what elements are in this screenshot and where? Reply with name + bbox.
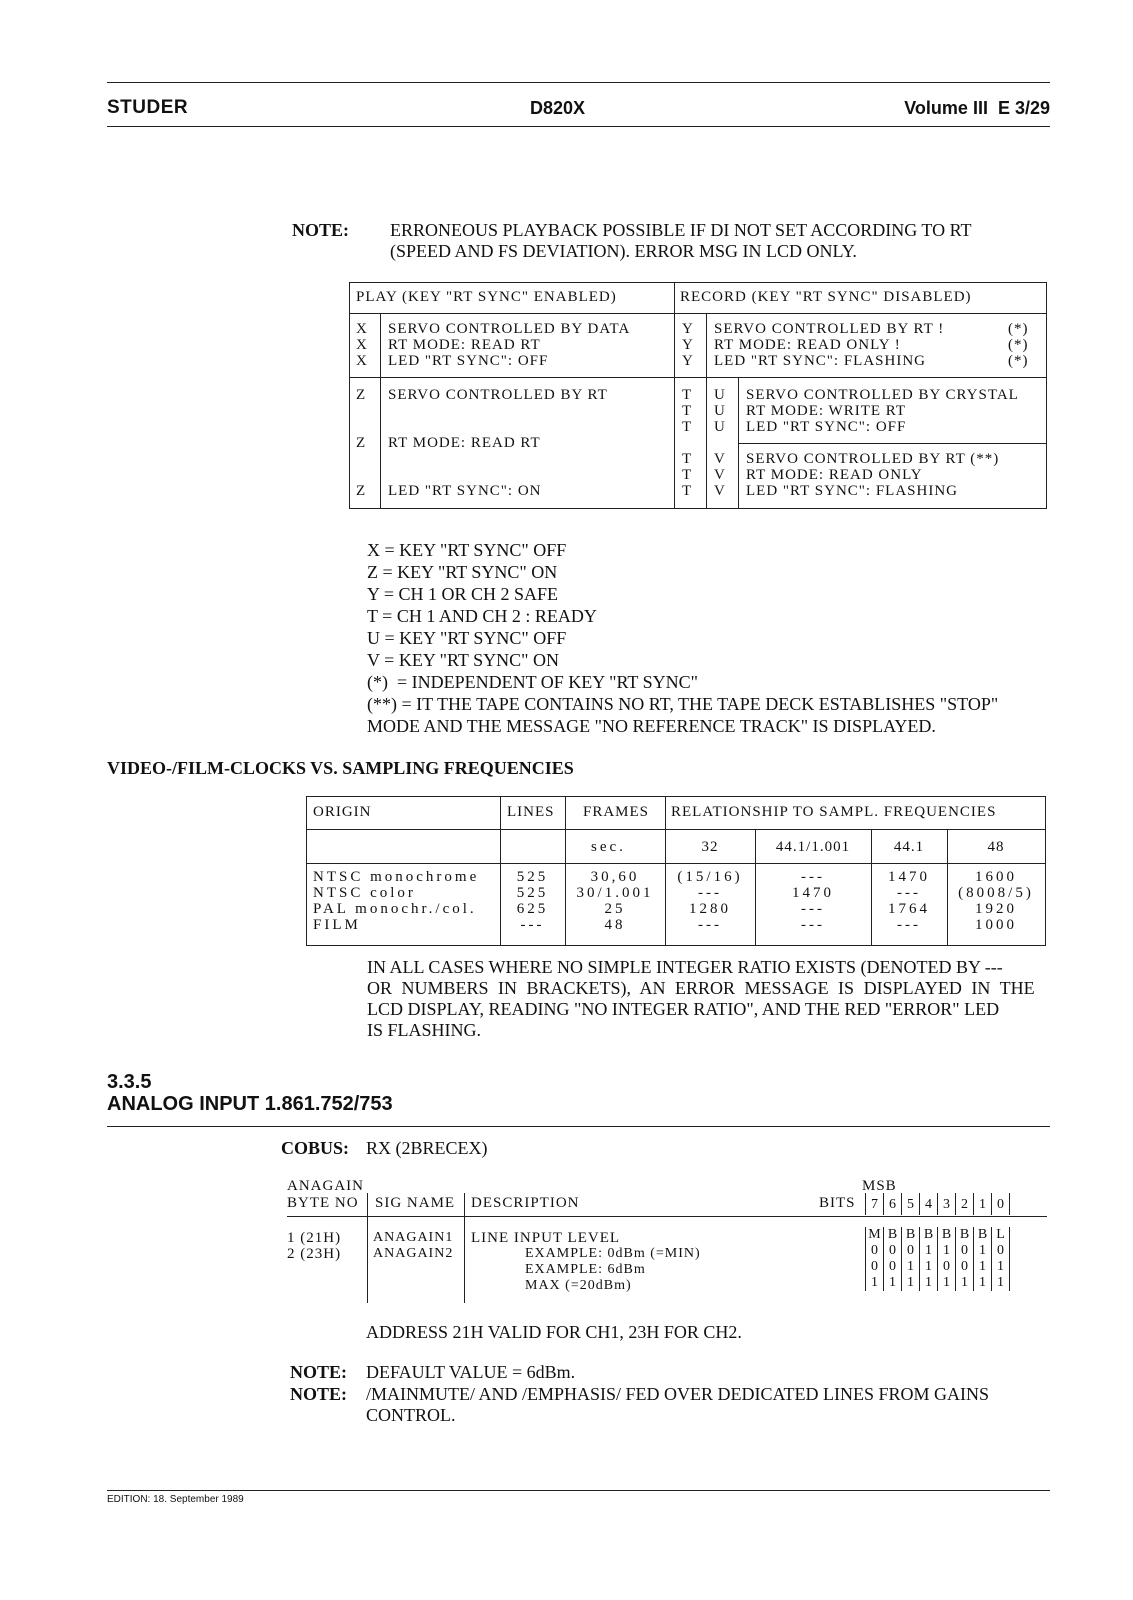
vt-cell-f32: --- [698, 885, 722, 901]
y-row-1: SERVO CONTROLLED BY RT ! [714, 321, 945, 337]
vt-sub-32: 32 [701, 839, 719, 855]
rt-main-divider [674, 283, 675, 508]
vt-cell-f32: (15/16) [677, 869, 743, 885]
bit-cell: 0 [992, 1193, 1010, 1215]
vt-cell-lines: 525 [516, 869, 549, 885]
anagain-h-desc: DESCRIPTION [471, 1195, 580, 1211]
legend-t: T = CH 1 AND CH 2 : READY [367, 606, 597, 626]
anagain-table [287, 1178, 1047, 1303]
vt-cell-f44_1001: --- [801, 901, 825, 917]
bit-cell: 2 [956, 1193, 974, 1215]
vt-rule-1 [307, 829, 1045, 830]
anagain-desc-ex2: EXAMPLE: 6dBm [525, 1262, 646, 1277]
vt-sub-44: 44.1 [893, 839, 925, 855]
z-row-3: LED "RT SYNC": ON [388, 483, 542, 499]
bit-cell: 1 [938, 1275, 956, 1291]
vt-cell-f48: 1920 [975, 901, 1017, 917]
x-row-1: SERVO CONTROLLED BY DATA [388, 321, 631, 337]
vt-cell-origin: FILM [313, 917, 361, 933]
bit-cell: 0 [884, 1243, 902, 1259]
bit-cell: 0 [956, 1243, 974, 1259]
bit-row [866, 1275, 1010, 1291]
bit-cell: 1 [974, 1275, 992, 1291]
final-note2-line2: CONTROL. [366, 1405, 456, 1425]
v-row-1: SERVO CONTROLLED BY RT (**) [746, 451, 1000, 467]
section-number: 3.3.5 [107, 1071, 152, 1093]
vt-cell-f44: --- [897, 885, 921, 901]
anagain-byte-2: 2 (23H) [287, 1246, 342, 1262]
legend-dstar-cont: MODE AND THE MESSAGE "NO REFERENCE TRACK" IS DISPLAYED. [367, 716, 936, 736]
x-code-1: X [356, 321, 368, 337]
bit-cell: 0 [902, 1243, 920, 1259]
legend-star: (*) = INDEPENDENT OF KEY "RT SYNC" [367, 672, 698, 692]
u-row-1: SERVO CONTROLLED BY CRYSTAL [746, 387, 1019, 403]
bit-cell: B [884, 1227, 902, 1243]
y-code-3: Y [682, 353, 694, 369]
section-rule [107, 1126, 1050, 1127]
note1-line2: (SPEED AND FS DEVIATION). ERROR MSG IN LCD ONLY. [390, 241, 857, 261]
address-note: ADDRESS 21H VALID FOR CH1, 23H FOR CH2. [366, 1322, 742, 1342]
bit-cell: 1 [902, 1259, 920, 1275]
model-title: D820X [530, 98, 586, 118]
bit-cell: 0 [938, 1259, 956, 1275]
video-note-line1: IN ALL CASES WHERE NO SIMPLE INTEGER RATIO EXISTS (DENOTED BY --- [367, 957, 1003, 977]
brand-logo: STUDER [107, 97, 189, 118]
video-note-line4: IS FLASHING. [367, 1020, 482, 1040]
vt-h-relationship: RELATIONSHIP TO SAMPL. FREQUENCIES [671, 804, 997, 820]
v-row-2: RT MODE: READ ONLY [746, 467, 923, 483]
y-mark-2: (*) [1008, 337, 1029, 353]
vt-cell-f44: --- [897, 917, 921, 933]
final-note1-text: DEFAULT VALUE = 6dBm. [366, 1362, 576, 1382]
anagain-byte-1: 1 (21H) [287, 1230, 342, 1246]
bit-cell: 1 [974, 1193, 992, 1215]
vt-cell-f44_1001: --- [801, 869, 825, 885]
header-bottom-rule [107, 126, 1050, 127]
bit-cell: 1 [992, 1259, 1010, 1275]
bit-cell: 1 [974, 1243, 992, 1259]
v-row-3: LED "RT SYNC": FLASHING [746, 483, 959, 499]
vt-cell-origin: NTSC color [313, 885, 416, 901]
x-code-3: X [356, 353, 368, 369]
u-code-2: U [714, 403, 726, 419]
x-row-3: LED "RT SYNC": OFF [388, 353, 549, 369]
bit-cell: B [902, 1227, 920, 1243]
vt-cell-origin: NTSC monochrome [313, 869, 480, 885]
vt-sub-48: 48 [987, 839, 1005, 855]
bit-cell: 0 [884, 1259, 902, 1275]
u-code-3: U [714, 419, 726, 435]
bit-cell: 0 [956, 1259, 974, 1275]
header-top-rule [107, 82, 1050, 83]
y-mark-3: (*) [1008, 353, 1029, 369]
bit-grid [865, 1193, 1010, 1291]
vt-cell-lines: --- [520, 917, 545, 933]
vt-cell-f44: 1470 [888, 869, 930, 885]
cobus-label: COBUS: [281, 1138, 350, 1158]
u-row-3: LED "RT SYNC": OFF [746, 419, 907, 435]
anagain-h-anagain: ANAGAIN [287, 1178, 364, 1194]
x-row-2: RT MODE: READ RT [388, 337, 541, 353]
vt-cell-f32: --- [698, 917, 722, 933]
bit-cell: 6 [884, 1193, 902, 1215]
record-header: RECORD (KEY "RT SYNC" DISABLED) [680, 289, 972, 305]
y-code-1: Y [682, 321, 694, 337]
anagain-div-desc [464, 1193, 465, 1303]
bit-cell: 1 [956, 1275, 974, 1291]
v-code-3: V [714, 483, 726, 499]
anagain-h-sig: SIG NAME [375, 1195, 456, 1211]
y-row-3: LED "RT SYNC": FLASHING [714, 353, 927, 369]
anagain-desc-main: LINE INPUT LEVEL [471, 1230, 621, 1246]
anagain-sig-1: ANAGAIN1 [373, 1230, 454, 1245]
video-note-line2: OR NUMBERS IN BRACKETS), AN ERROR MESSAGE IS DISPLAYED IN THE [367, 978, 1035, 998]
bit-cell: 1 [920, 1275, 938, 1291]
video-note-line3: LCD DISPLAY, READING "NO INTEGER RATIO", AND THE RED "ERROR" LED [367, 999, 1000, 1019]
vt-cell-lines: 525 [516, 885, 549, 901]
bit-cell: 1 [974, 1259, 992, 1275]
bit-cell: 0 [992, 1243, 1010, 1259]
z-row-1: SERVO CONTROLLED BY RT [388, 387, 608, 403]
final-note1-label: NOTE: [290, 1362, 348, 1382]
play-header: PLAY (KEY "RT SYNC" ENABLED) [356, 289, 617, 305]
rt-uv-rule [738, 443, 1046, 444]
footer-rule [107, 1490, 1050, 1491]
bit-table [865, 1193, 1010, 1291]
bit-cell: B [974, 1227, 992, 1243]
note1-line1: ERRONEOUS PLAYBACK POSSIBLE IF DI NOT SET ACCORDING TO RT [390, 220, 972, 240]
t-code-5: T [682, 467, 693, 483]
bit-cell: 0 [866, 1243, 884, 1259]
bit-cell: 1 [992, 1275, 1010, 1291]
vt-cell-origin: PAL monochr./col. [313, 901, 477, 917]
bit-cell: 4 [920, 1193, 938, 1215]
rt-legend [367, 539, 998, 737]
t-code-4: T [682, 451, 693, 467]
anagain-desc-ex1: EXAMPLE: 0dBm (=MIN) [525, 1246, 701, 1261]
anagain-sig-2: ANAGAIN2 [373, 1246, 454, 1261]
video-clock-table [306, 796, 1046, 946]
vt-cell-f44_1001: 1470 [792, 885, 834, 901]
vt-rule-2 [307, 863, 1045, 864]
u-row-2: RT MODE: WRITE RT [746, 403, 907, 419]
vt-h-lines: LINES [507, 804, 555, 820]
vt-h-origin: ORIGIN [313, 804, 372, 820]
bit-cell: B [920, 1227, 938, 1243]
vt-cell-f44: 1764 [888, 901, 930, 917]
anagain-desc-max: MAX (=20dBm) [525, 1278, 632, 1293]
bit-cell: 7 [866, 1193, 884, 1215]
z-code-2: Z [356, 435, 367, 451]
cobus-value: RX (2BRECEX) [366, 1138, 488, 1158]
bit-cell: 1 [866, 1275, 884, 1291]
vt-cell-frames: 30/1.001 [576, 885, 654, 901]
z-row-2: RT MODE: READ RT [388, 435, 541, 451]
final-note2-label: NOTE: [290, 1384, 348, 1404]
bit-cell: 1 [902, 1275, 920, 1291]
z-code-3: Z [356, 483, 367, 499]
footer-edition: EDITION: 18. September 1989 [107, 1494, 244, 1505]
anagain-h-byte: BYTE NO [287, 1195, 359, 1211]
t-code-1: T [682, 387, 693, 403]
t-code-3: T [682, 419, 693, 435]
bit-row [866, 1227, 1010, 1243]
bit-cell: 0 [866, 1259, 884, 1275]
bit-cell: L [992, 1227, 1010, 1243]
bit-label-row [866, 1193, 1010, 1215]
video-note [367, 957, 1047, 1041]
x-code-2: X [356, 337, 368, 353]
vt-cell-f48: 1600 [975, 869, 1017, 885]
vt-cell-frames: 25 [604, 901, 626, 917]
vt-sub-sec: sec. [591, 839, 626, 855]
legend-dstar: (**) = IT THE TAPE CONTAINS NO RT, THE TAPE DECK ESTABLISHES "STOP" [367, 694, 999, 714]
anagain-h-bits: BITS [819, 1195, 856, 1211]
rt-sync-table [349, 282, 1047, 509]
section-title: ANALOG INPUT 1.861.752/753 [107, 1093, 393, 1115]
video-section-title: VIDEO-/FILM-CLOCKS VS. SAMPLING FREQUENCIES [107, 758, 574, 778]
bit-row [866, 1259, 1010, 1275]
legend-x: X = KEY "RT SYNC" OFF [367, 540, 567, 560]
bit-cell: 3 [938, 1193, 956, 1215]
vt-cell-f32: 1280 [689, 901, 731, 917]
anagain-div-sig [367, 1193, 368, 1303]
vt-cell-lines: 625 [516, 901, 549, 917]
vt-cell-frames: 30,60 [590, 869, 640, 885]
z-code-1: Z [356, 387, 367, 403]
legend-u: U = KEY "RT SYNC" OFF [367, 628, 567, 648]
anagain-h-msb: MSB [862, 1178, 897, 1194]
vt-cell-f48: (8008/5) [958, 885, 1034, 901]
y-row-2: RT MODE: READ ONLY ! [714, 337, 901, 353]
final-note2-line1: /MAINMUTE/ AND /EMPHASIS/ FED OVER DEDICATED LINES FROM GAINS [366, 1384, 990, 1404]
v-code-1: V [714, 451, 726, 467]
vt-cell-f44_1001: --- [801, 917, 825, 933]
vt-cell-frames: 48 [604, 917, 626, 933]
note1-label: NOTE: [292, 220, 350, 240]
y-mark-1: (*) [1008, 321, 1029, 337]
rt-right-code-divider [706, 313, 707, 508]
rt-row-rule [350, 377, 1046, 378]
u-code-1: U [714, 387, 726, 403]
vt-cell-f48: 1000 [975, 917, 1017, 933]
bit-cell: 1 [884, 1275, 902, 1291]
legend-z: Z = KEY "RT SYNC" ON [367, 562, 558, 582]
bit-cell: 1 [938, 1243, 956, 1259]
t-code-2: T [682, 403, 693, 419]
t-code-6: T [682, 483, 693, 499]
bit-cell: B [938, 1227, 956, 1243]
rt-header-rule [350, 313, 1046, 314]
legend-v: V = KEY "RT SYNC" ON [367, 650, 559, 670]
rt-left-code-divider [380, 313, 381, 508]
v-code-2: V [714, 467, 726, 483]
bit-cell: M [866, 1227, 884, 1243]
legend-y: Y = CH 1 OR CH 2 SAFE [367, 584, 559, 604]
bit-cell: 1 [920, 1243, 938, 1259]
y-code-2: Y [682, 337, 694, 353]
volume-page: Volume III E 3/29 [904, 98, 1050, 118]
bit-row [866, 1243, 1010, 1259]
bit-cell: 1 [920, 1259, 938, 1275]
bit-cell: 5 [902, 1193, 920, 1215]
vt-h-frames: FRAMES [583, 804, 650, 820]
bit-cell: B [956, 1227, 974, 1243]
vt-sub-44-1001: 44.1/1.001 [775, 839, 851, 855]
